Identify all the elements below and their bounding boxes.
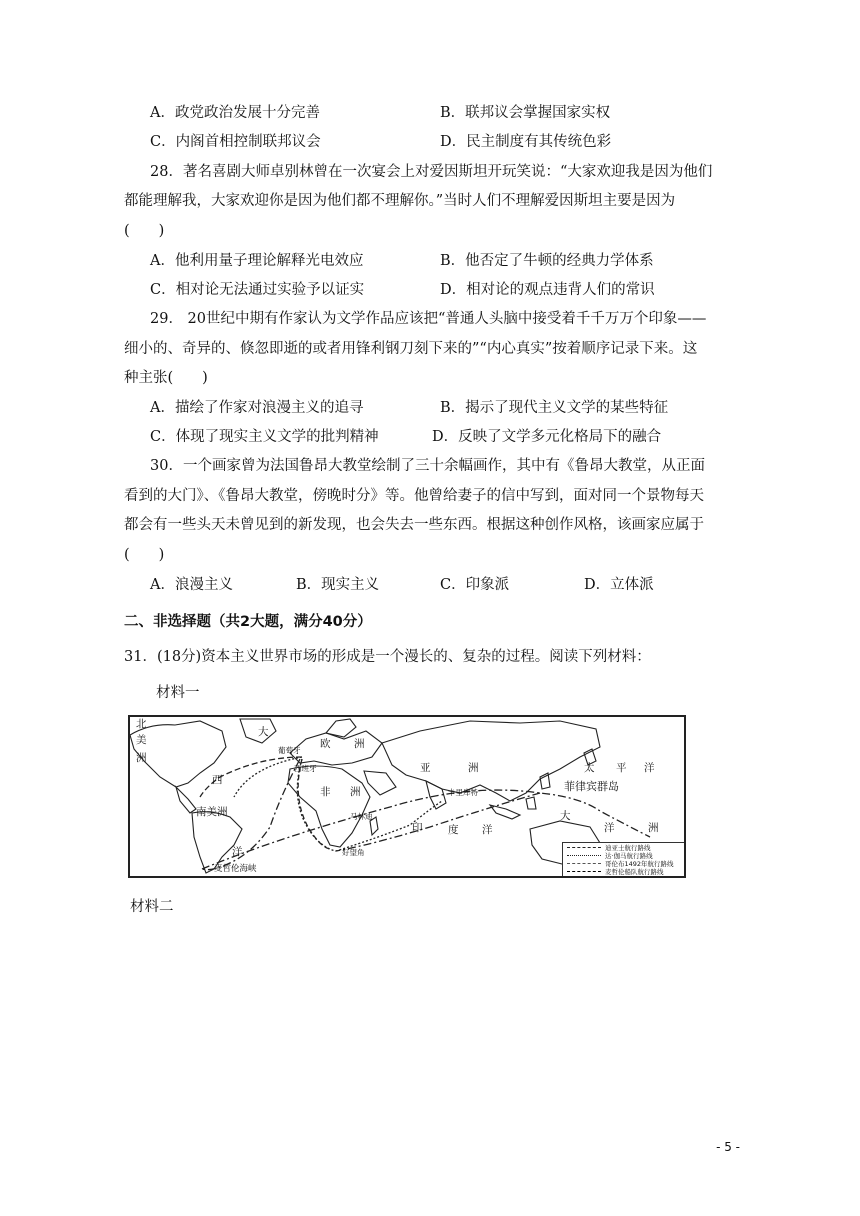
q29-option-a: A．描绘了作家对浪漫主义的追寻 bbox=[150, 400, 364, 416]
q29-option-d: D．反映了文学多元化格局下的融合 bbox=[432, 429, 662, 445]
map-label-north: 北 bbox=[136, 718, 147, 730]
map-legend bbox=[562, 842, 686, 878]
map-label-calicut: 卡里库特 bbox=[448, 788, 478, 797]
map-label-fei: 非 bbox=[320, 786, 331, 798]
map-label-xi: 西 bbox=[212, 774, 223, 786]
legend-text: 迪亚士航行路线 bbox=[605, 844, 651, 852]
q29-option-c: C．体现了现实主义文学的批判精神 bbox=[150, 429, 379, 445]
q28-stem-line3: ( ) bbox=[124, 223, 165, 239]
map-label-zhou-af: 洲 bbox=[350, 786, 361, 798]
q29-stem-line2: 细小的、奇异的、倏忽即逝的或者用锋利钢刀刻下来的”“内心真实”按着顺序记录下来。这 bbox=[124, 341, 698, 357]
q28-option-c: C．相对论无法通过实验予以证实 bbox=[150, 282, 365, 298]
map-label-da-oce: 大 bbox=[560, 810, 571, 822]
q28-option-a: A．他利用量子理论解释光电效应 bbox=[150, 253, 364, 269]
q31-stem: 31．(18分)资本主义世界市场的形成是一个漫长的、复杂的过程。阅读下列材料： bbox=[124, 649, 651, 665]
q28-option-d: D．相对论的观点违背人们的常识 bbox=[440, 282, 655, 298]
map-label-yang-pa: 洋 bbox=[644, 762, 655, 774]
q30-option-b: B．现实主义 bbox=[296, 577, 380, 593]
material-one-label: 材料一 bbox=[156, 685, 200, 701]
map-label-magellan-strait: 麦哲伦海峡 bbox=[214, 864, 257, 874]
q29-stem-line3: 种主张( ) bbox=[124, 370, 208, 386]
map-label-spain: 西班牙 bbox=[294, 764, 317, 773]
q30-stem-line1: 30．一个画家曾为法国鲁昂大教堂绘制了三十余幅画作，其中有《鲁昂大教堂，从正面 bbox=[150, 458, 705, 474]
q28-stem-line1: 28．著名喜剧大师卓别林曾在一次宴会上对爱因斯坦开玩笑说：“大家欢迎我是因为他们 bbox=[150, 164, 713, 180]
legend-text: 麦哲伦船队航行路线 bbox=[605, 868, 664, 876]
map-label-yin: 印 bbox=[412, 822, 423, 834]
q27-option-c: C．内阁首相控制联邦议会 bbox=[150, 134, 321, 150]
map-label-yang-at: 洋 bbox=[232, 846, 243, 858]
map-label-philippines: 菲律宾群岛 bbox=[564, 780, 619, 793]
legend-text: 达·伽马航行路线 bbox=[605, 852, 653, 860]
q27-option-a: A．政党政治发展十分完善 bbox=[150, 105, 320, 121]
q30-stem-line4: ( ) bbox=[124, 547, 165, 563]
q29-option-b: B．揭示了现代主义文学的某些特征 bbox=[440, 400, 669, 416]
map-label-da: 大 bbox=[258, 726, 269, 738]
map-label-ya: 亚 bbox=[420, 762, 431, 774]
q30-stem-line2: 看到的大门》、《鲁昂大教堂，傍晚时分》等。他曾给妻子的信中写到，面对同一个景物每天 bbox=[124, 488, 704, 504]
map-label-america: 美 bbox=[136, 734, 147, 746]
q30-option-a: A．浪漫主义 bbox=[150, 577, 233, 593]
map-label-south-america: 南美洲 bbox=[196, 806, 228, 818]
map-label-yang-in: 洋 bbox=[482, 824, 493, 836]
q29-stem-line1: 29． 20世纪中期有作家认为文学作品应该把“普通人头脑中接受着千千万万个印象—— bbox=[150, 311, 707, 327]
legend-item bbox=[563, 868, 683, 876]
map-label-ou: 欧 bbox=[320, 738, 331, 750]
legend-text: 哥伦布1492年航行路线 bbox=[605, 860, 674, 868]
legend-line-dias bbox=[567, 847, 601, 848]
map-label-zhou-oce: 洲 bbox=[648, 822, 659, 834]
map-label-malindi: 马林迪 bbox=[350, 812, 373, 821]
q27-option-b: B．联邦议会掌握国家实权 bbox=[440, 105, 611, 121]
map-label-zhou-as: 洲 bbox=[468, 762, 479, 774]
material-two-label: 材料二 bbox=[130, 899, 174, 915]
map-label-good-hope: 好望角 bbox=[342, 848, 365, 857]
legend-line-gama bbox=[567, 855, 601, 856]
q28-stem-line2: 都能理解我，大家欢迎你是因为他们都不理解你。”当时人们不理解爱因斯坦主要是因为 bbox=[124, 193, 676, 209]
q27-option-d: D．民主制度有其传统色彩 bbox=[440, 134, 612, 150]
legend-line-magellan bbox=[567, 871, 601, 872]
map-label-portugal: 葡萄牙 bbox=[278, 746, 301, 755]
q28-option-b: B．他否定了牛顿的经典力学体系 bbox=[440, 253, 654, 269]
page-number: - 5 - bbox=[716, 1140, 740, 1154]
legend-item bbox=[563, 844, 683, 852]
q30-stem-line3: 都会有一些头天未曾见到的新发现，也会失去一些东西。根据这种创作风格，该画家应属于 bbox=[124, 517, 704, 533]
map-label-du: 度 bbox=[448, 824, 459, 836]
legend-line-columbus bbox=[567, 863, 601, 864]
map-label-yang-oce: 洋 bbox=[604, 822, 615, 834]
section-title: 二、非选择题（共2大题，满分40分） bbox=[124, 614, 372, 630]
q30-option-d: D．立体派 bbox=[584, 577, 654, 593]
map-label-ping: 平 bbox=[616, 762, 627, 774]
map-label-zhou-eu: 洲 bbox=[354, 738, 365, 750]
voyage-map bbox=[128, 715, 686, 878]
map-label-zhou-na: 洲 bbox=[136, 752, 147, 764]
q30-option-c: C．印象派 bbox=[440, 577, 510, 593]
map-label-tai: 太 bbox=[584, 762, 595, 774]
legend-item bbox=[563, 852, 683, 860]
legend-item bbox=[563, 860, 683, 868]
